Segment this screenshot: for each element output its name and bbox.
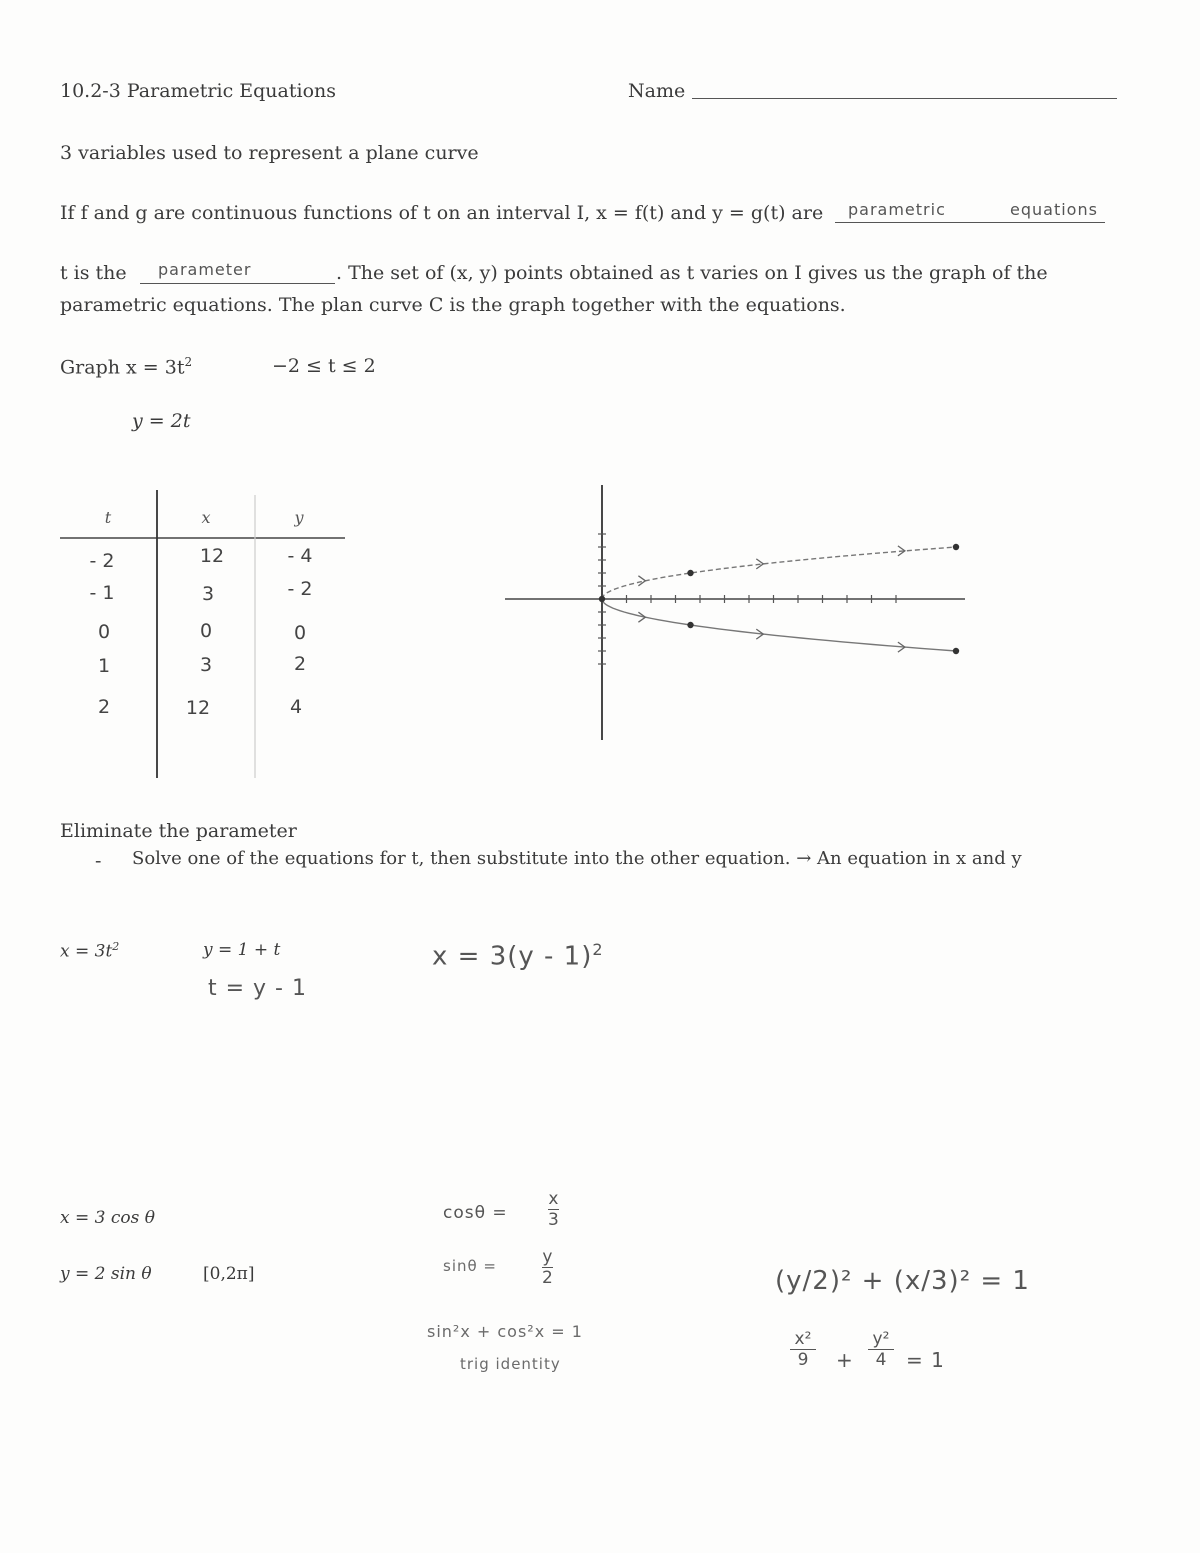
graph-lower-branch (602, 599, 956, 651)
name-blank[interactable] (692, 98, 1117, 99)
graph-interval: −2 ≤ t ≤ 2 (272, 355, 376, 377)
table-cell-x: 12 (185, 697, 211, 719)
name-label: Name (628, 80, 686, 102)
table-cell-t: - 1 (89, 582, 115, 604)
table-cell-y: - 2 (287, 578, 313, 600)
table-header-y: y (294, 508, 304, 527)
example2-y-equation: y = 1 + t (203, 940, 281, 960)
answer-parametric: parametric (848, 200, 946, 219)
definition-line2-suffix: . The set of (x, y) points obtained as t varies on I gives us the graph of the (336, 262, 1048, 284)
definition-line2-prefix: t is the (60, 262, 127, 284)
bullet-dash: - (95, 850, 102, 872)
table-cell-y: - 4 (287, 545, 313, 567)
table-cell-t: - 2 (89, 550, 115, 572)
worksheet-title: 10.2-3 Parametric Equations (60, 80, 336, 102)
answer-equations: equations (1010, 200, 1098, 219)
table-cell-t: 0 (97, 621, 111, 643)
table-cell-x: 12 (199, 545, 225, 567)
result-x-fraction: x² 9 (790, 1330, 816, 1369)
example3-interval: [0,2π] (203, 1264, 255, 1284)
example2-result: x = 3(y - 1)$^2$ (432, 940, 604, 972)
table-cell-x: 3 (199, 654, 213, 676)
trig-identity-note: trig identity (460, 1355, 561, 1373)
parametric-graph (500, 482, 970, 742)
graph-point (953, 648, 959, 654)
cos-fraction: x 3 (548, 1189, 559, 1230)
table-header-t: t (104, 508, 112, 527)
answer-parameter: parameter (158, 260, 252, 279)
table-cell-y: 4 (289, 696, 303, 718)
example3-y-equation: y = 2 sin θ (60, 1264, 152, 1284)
table-cell-x: 0 (199, 620, 213, 642)
definition-blank2 (140, 283, 335, 284)
example2-solve-t: t = y - 1 (208, 976, 307, 1001)
eliminate-instruction: Solve one of the equations for t, then substitute into the other equation. → An equation in x and y (132, 848, 1022, 869)
sin-fraction: y 2 (542, 1247, 553, 1288)
graph-point (687, 570, 693, 576)
table-header-x: x (201, 508, 211, 527)
table-cell-t: 1 (97, 655, 111, 677)
graph-point (953, 544, 959, 550)
intro-text: 3 variables used to represent a plane curve (60, 142, 479, 164)
table-cell-x: 3 (201, 583, 215, 605)
definition-blank1 (835, 222, 1105, 223)
sin-lhs: sinθ = (443, 1257, 498, 1275)
graph-point (599, 596, 605, 602)
cos-lhs: cosθ = (443, 1203, 508, 1223)
graph-y-equation: y = 2t (132, 410, 191, 432)
result-y-fraction: y² 4 (868, 1330, 894, 1369)
table-cell-t: 2 (97, 696, 111, 718)
graph-upper-branch (602, 547, 956, 599)
result-plus: + (836, 1348, 854, 1372)
graph-direction-arrow (638, 576, 645, 586)
graph-x-equation: Graph $x = 3t^2$ (60, 355, 193, 379)
result-equals: = 1 (906, 1348, 945, 1372)
definition-line3: parametric equations. The plan curve C is the graph together with the equations. (60, 294, 846, 316)
eliminate-heading: Eliminate the parameter (60, 820, 297, 842)
table-cell-y: 2 (293, 653, 307, 675)
graph-point (687, 622, 693, 628)
graph-direction-arrow (638, 612, 645, 622)
example3-result-fractions: (y/2)² + (x/3)² = 1 (775, 1266, 1030, 1296)
example3-x-equation: x = 3 cos θ (60, 1208, 155, 1228)
example2-x-equation: $x = 3t^2$ (60, 940, 120, 962)
table-cell-y: 0 (293, 622, 307, 644)
definition-line1: If f and g are continuous functions of t on an interval I, x = f(t) and y = g(t) are (60, 202, 824, 224)
trig-identity-equation: sin²x + cos²x = 1 (427, 1322, 583, 1341)
